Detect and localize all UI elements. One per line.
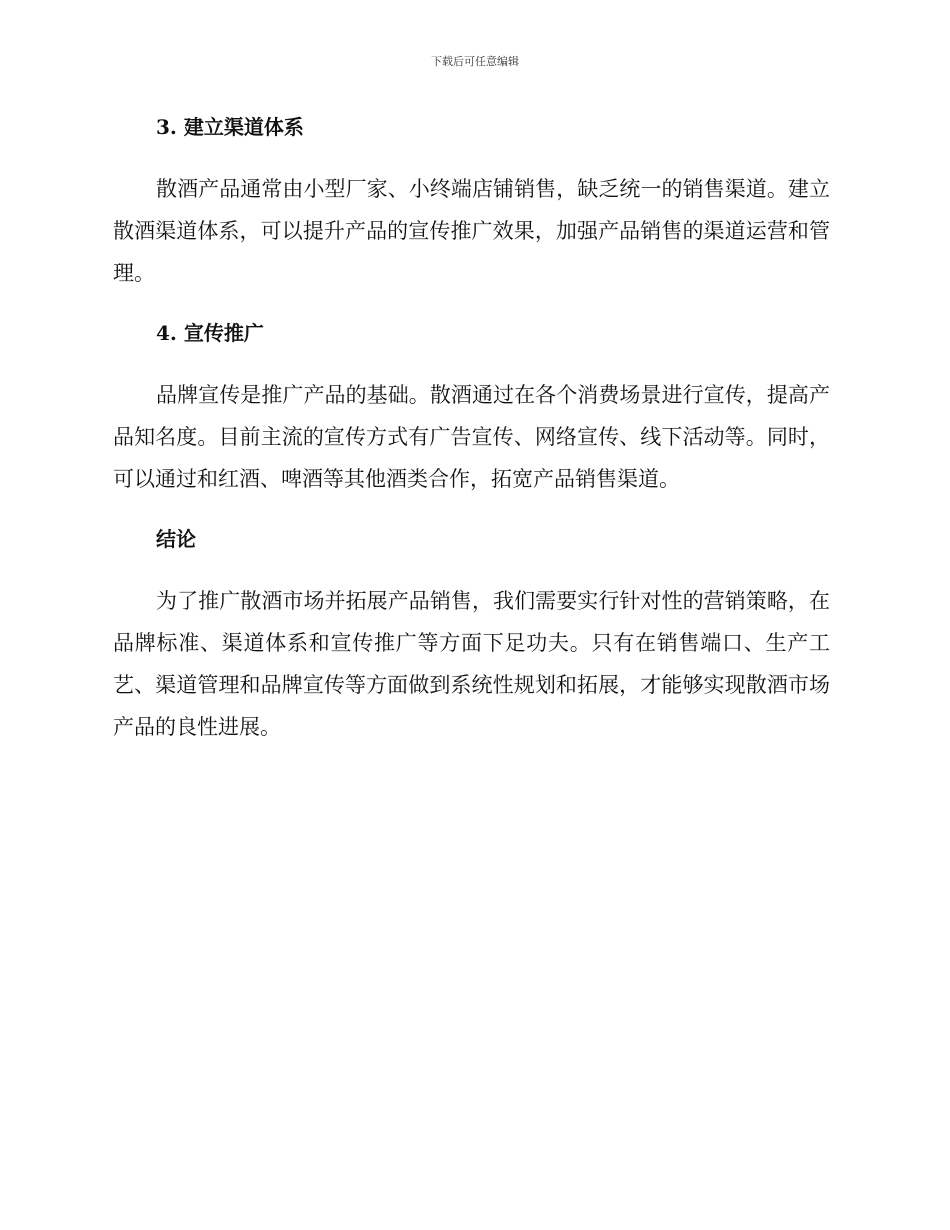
page-header-note: 下载后可任意编辑 bbox=[431, 55, 519, 68]
section-heading-promotion: 4. 宣传推广 bbox=[156, 321, 264, 345]
section-heading-conclusion: 结论 bbox=[156, 527, 196, 551]
section-paragraph-channel-system: 散酒产品通常由小型厂家、小终端店铺销售，缺乏统一的销售渠道。建立散酒渠道体系，可以提升产品的宣传推广效果，加强产品销售的渠道运营和管理。 bbox=[113, 177, 830, 285]
section-paragraph-conclusion: 为了推广散酒市场并拓展产品销售，我们需要实行针对性的营销策略，在品牌标准、渠道体系和宣传推广等方面下足功夫。只有在销售端口、生产工艺、渠道管理和品牌宣传等方面做到系统性规划和拓展，才能够实现散酒市场产品的良性进展。 bbox=[113, 589, 830, 739]
section-paragraph-promotion: 品牌宣传是推广产品的基础。散酒通过在各个消费场景进行宣传，提高产品知名度。目前主流的宣传方式有广告宣传、网络宣传、线下活动等。同时，可以通过和红酒、啤酒等其他酒类合作，拓宽产品销售渠道。 bbox=[113, 383, 830, 491]
section-heading-channel-system: 3. 建立渠道体系 bbox=[156, 115, 304, 139]
document-body bbox=[113, 112, 830, 748]
